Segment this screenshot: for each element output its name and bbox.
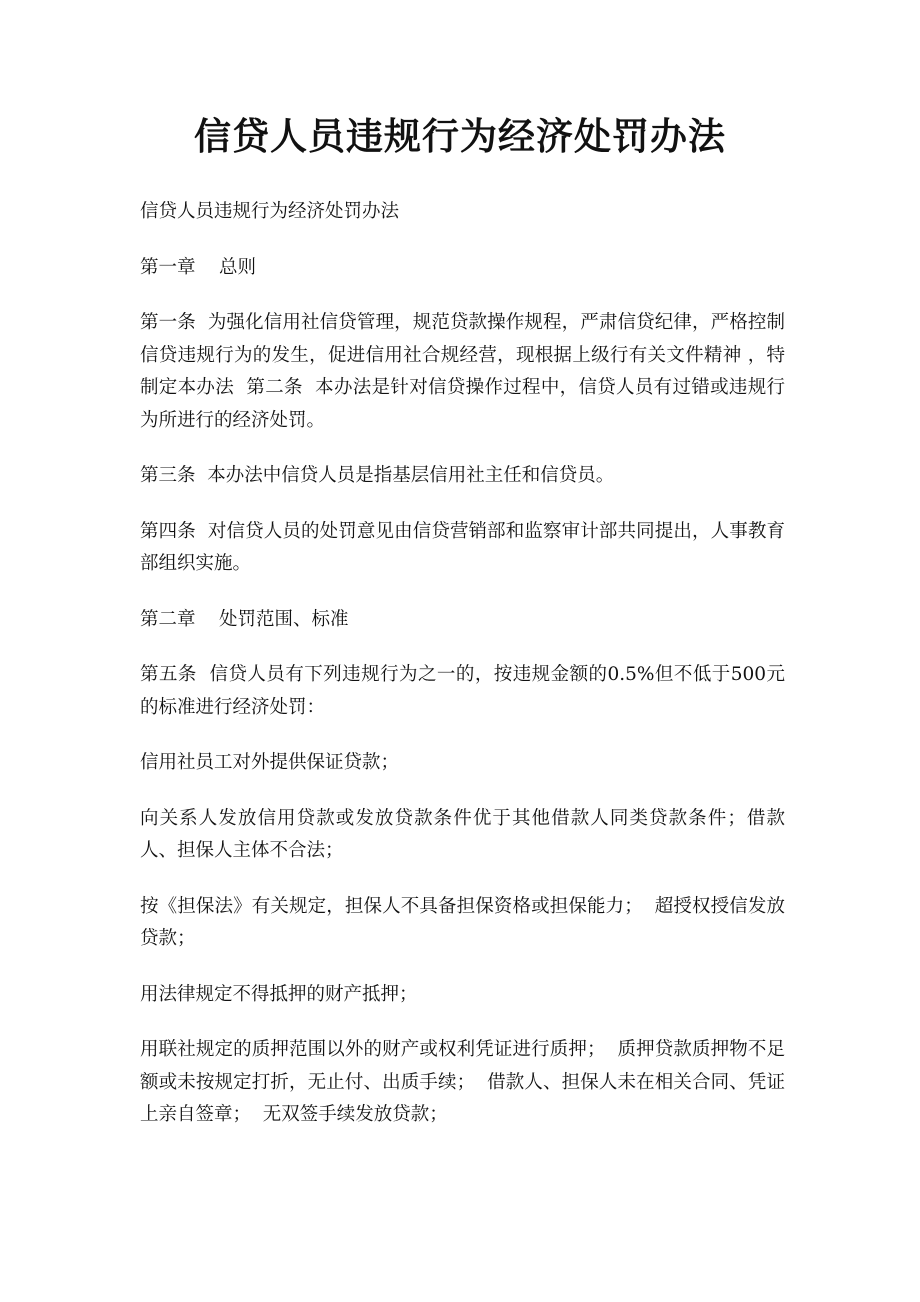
chapter-1-heading: 第一章 总则 (140, 256, 257, 278)
chapter-2-heading: 第二章 处罚范围、标准 (140, 608, 349, 630)
document-title: 信贷人员违规行为经济处罚办法 (194, 114, 726, 158)
subtitle-paragraph: 信贷人员违规行为经济处罚办法 (140, 201, 400, 222)
document-body (140, 196, 785, 1155)
list-item-paragraph: 信用社员工对外提供保证贷款； (140, 752, 400, 773)
list-item-paragraph: 按《担保法》有关规定，担保人不具备担保资格或担保能力； 超授权授信发放贷款； (140, 895, 785, 949)
list-item-paragraph: 用联社规定的质押范围以外的财产或权利凭证进行质押； 质押贷款质押物不足额或未按规定打折，无止付、出质手续； 借款人、担保人未在相关合同、凭证上亲自签章； 无双签手续发放贷款； (140, 1039, 785, 1125)
article-5-paragraph: 第五条 信贷人员有下列违规行为之一的，按违规金额的0.5%但不低于500元的标准进行经济处罚： (140, 664, 785, 718)
list-item-paragraph: 向关系人发放信用贷款或发放贷款条件优于其他借款人同类贷款条件；借款人、担保人主体不合法； (140, 807, 785, 861)
article-3-paragraph: 第三条 本办法中信贷人员是指基层信用社主任和信贷员。 (140, 465, 615, 486)
list-item-paragraph: 用法律规定不得抵押的财产抵押； (140, 983, 418, 1005)
article-1-2-paragraph: 第一条 为强化信用社信贷管理，规范贷款操作规程，严肃信贷纪律，严格控制信贷违规行为的发生，促进信用社合规经营，现根据上级行有关文件精神 ，特制定本办法 第二条 本办法是针对信贷操作过程中，信贷人员有过错或违规行为所进行的经济处罚。 (140, 312, 785, 431)
article-4-paragraph: 第四条 对信贷人员的处罚意见由信贷营销部和监察审计部共同提出，人事教育部组织实施。 (140, 520, 785, 574)
